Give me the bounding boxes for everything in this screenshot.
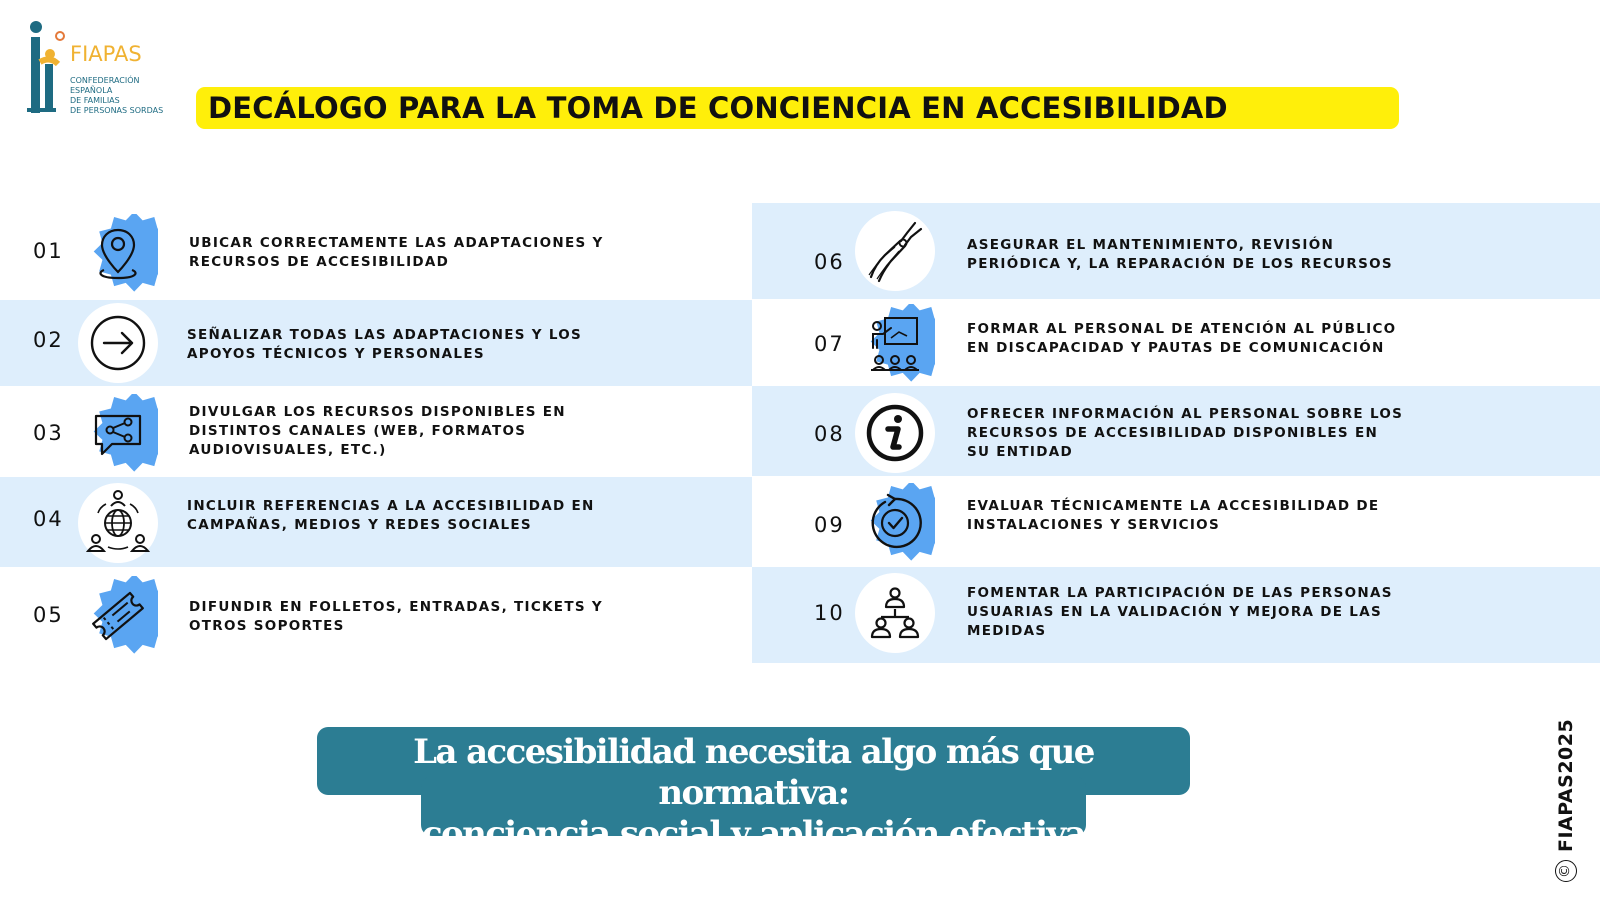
item-text-line: DIVULGAR LOS RECURSOS DISPONIBLES EN <box>189 404 566 420</box>
info-icon <box>855 393 935 473</box>
pliers-icon <box>855 211 935 291</box>
item-text <box>187 326 582 364</box>
item-number: 01 <box>33 239 64 263</box>
item-text <box>967 320 1396 358</box>
copyright-text: FIAPAS2025 <box>1555 718 1577 852</box>
page-title-banner <box>196 87 1399 129</box>
page-title: DECÁLOGO PARA LA TOMA DE CONCIENCIA EN ACCESIBILIDAD <box>208 91 1228 125</box>
decalogue-item-03 <box>0 386 752 477</box>
copyright-notice <box>1555 719 1577 882</box>
item-text-line: INSTALACIONES Y SERVICIOS <box>967 517 1220 533</box>
item-text-line: ASEGURAR EL MANTENIMIENTO, REVISIÓN <box>967 237 1335 253</box>
fiapas-logo-mark-icon <box>24 20 70 120</box>
item-text <box>967 405 1403 462</box>
item-number: 02 <box>33 328 64 352</box>
item-text-line: INCLUIR REFERENCIAS A LA ACCESIBILIDAD EN <box>187 498 595 514</box>
item-text-line: APOYOS TÉCNICOS Y PERSONALES <box>187 346 485 362</box>
item-number: 05 <box>33 603 64 627</box>
logo-subtitle-line: CONFEDERACIÓN <box>70 76 140 85</box>
item-text-line: UBICAR CORRECTAMENTE LAS ADAPTACIONES Y <box>189 235 604 251</box>
decalogue-item-10 <box>752 567 1600 663</box>
closing-message <box>317 732 1190 855</box>
location-pin-icon <box>78 214 158 294</box>
item-text-line: USUARIAS EN LA VALIDACIÓN Y MEJORA DE LAS <box>967 604 1382 620</box>
item-text-line: OTROS SOPORTES <box>189 618 345 634</box>
item-text <box>189 598 603 636</box>
item-text-line: MEDIDAS <box>967 623 1047 639</box>
logo-name: FIAPAS <box>70 42 142 66</box>
decalogue-item-06 <box>752 203 1600 299</box>
team-hierarchy-icon <box>855 573 935 653</box>
item-number: 07 <box>814 332 845 356</box>
item-number: 10 <box>814 601 845 625</box>
decalogue-item-05 <box>0 567 752 663</box>
ticket-icon <box>78 576 158 656</box>
copyright-icon: © <box>1555 860 1577 882</box>
decalogue-item-02 <box>0 300 752 386</box>
item-text-line: OFRECER INFORMACIÓN AL PERSONAL SOBRE LOS <box>967 406 1404 422</box>
item-text-line: PERIÓDICA Y, LA REPARACIÓN DE LOS RECURSOS <box>967 256 1393 272</box>
logo-subtitle-line: DE FAMILIAS <box>70 96 120 105</box>
item-text-line: EVALUAR TÉCNICAMENTE LA ACCESIBILIDAD DE <box>967 498 1380 514</box>
closing-message-line: conciencia social y aplicación efectiva <box>421 814 1086 854</box>
item-text-line: DISTINTOS CANALES (WEB, FORMATOS <box>189 423 527 439</box>
closing-message-line: La accesibilidad necesita algo más que normativa: <box>413 732 1094 813</box>
decalogue-item-07 <box>752 299 1600 386</box>
item-text <box>967 584 1393 641</box>
item-text-line: FOMENTAR LA PARTICIPACIÓN DE LAS PERSONAS <box>967 585 1393 601</box>
fiapas-logo <box>24 20 174 120</box>
share-bubble-icon <box>78 394 158 474</box>
item-text <box>967 497 1379 535</box>
globe-people-icon <box>78 483 158 563</box>
evaluate-cycle-icon <box>855 483 935 563</box>
item-text-line: RECURSOS DE ACCESIBILIDAD DISPONIBLES EN <box>967 425 1379 441</box>
item-text-line: FORMAR AL PERSONAL DE ATENCIÓN AL PÚBLICO <box>967 321 1397 337</box>
presentation-icon <box>855 304 935 384</box>
item-number: 04 <box>33 507 64 531</box>
item-text <box>189 234 604 272</box>
item-text-line: DIFUNDIR EN FOLLETOS, ENTRADAS, TICKETS Y <box>189 599 603 615</box>
item-text <box>967 236 1393 274</box>
item-text-line: RECURSOS DE ACCESIBILIDAD <box>189 254 450 270</box>
logo-subtitle-line: DE PERSONAS SORDAS <box>70 106 164 115</box>
item-number: 06 <box>814 250 845 274</box>
arrow-right-circle-icon <box>78 303 158 383</box>
logo-subtitle <box>70 76 163 116</box>
item-text-line: EN DISCAPACIDAD Y PAUTAS DE COMUNICACIÓN <box>967 340 1385 356</box>
item-text-line: AUDIOVISUALES, ETC.) <box>189 442 387 458</box>
item-text <box>189 403 566 460</box>
item-number: 03 <box>33 421 64 445</box>
decalogue-item-09 <box>752 476 1600 567</box>
item-text-line: SEÑALIZAR TODAS LAS ADAPTACIONES Y LOS <box>187 327 583 343</box>
decalogue-item-04 <box>0 477 752 567</box>
item-text-line: SU ENTIDAD <box>967 444 1073 460</box>
item-number: 08 <box>814 422 845 446</box>
decalogue-item-08 <box>752 386 1600 476</box>
item-number: 09 <box>814 513 845 537</box>
decalogue-item-01 <box>0 208 752 300</box>
item-text-line: CAMPAÑAS, MEDIOS Y REDES SOCIALES <box>187 517 532 533</box>
item-text <box>187 497 595 535</box>
logo-subtitle-line: ESPAÑOLA <box>70 86 113 95</box>
